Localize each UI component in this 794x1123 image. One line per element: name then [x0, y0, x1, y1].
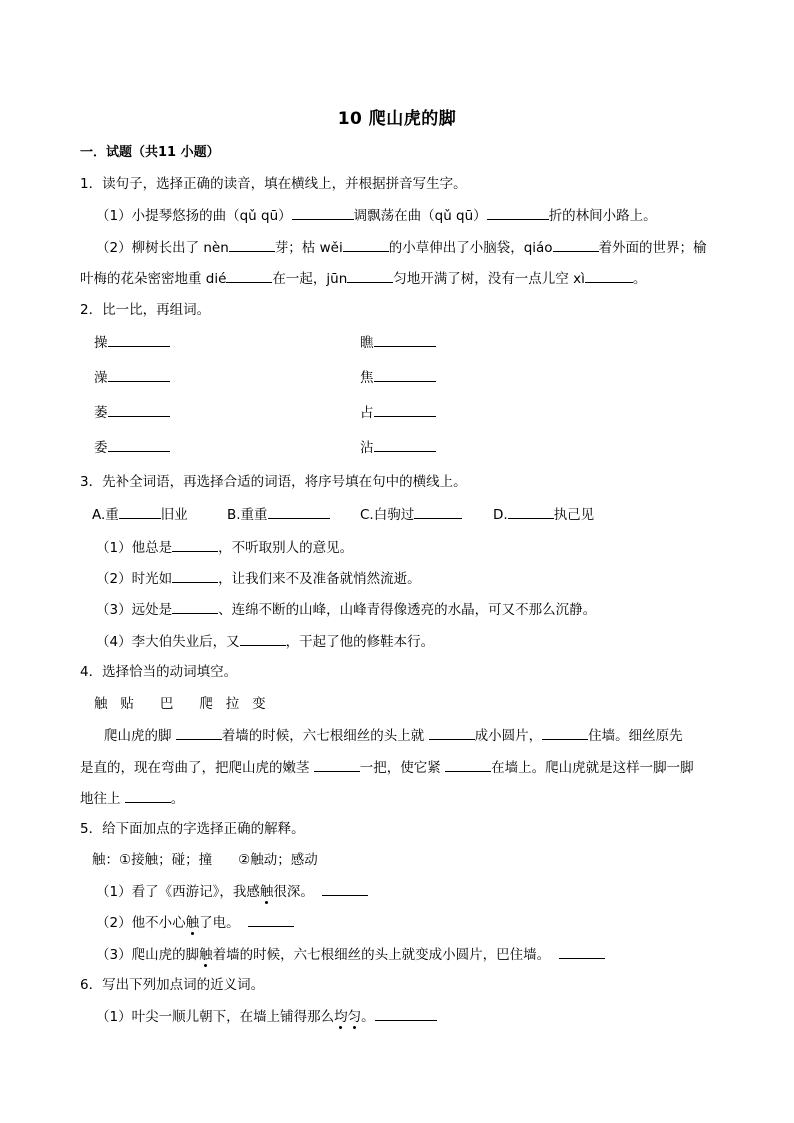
answer-blank[interactable] [542, 725, 588, 740]
answer-blank[interactable] [108, 437, 170, 452]
answer-blank[interactable] [347, 268, 393, 283]
q2-item-left-2 [94, 367, 170, 388]
q2-char: 瞧 [360, 335, 374, 351]
q3-item-3 [96, 599, 596, 620]
answer-blank[interactable] [508, 504, 554, 519]
q4-word: 巴 [159, 696, 174, 712]
q4-paragraph-line-1 [104, 725, 683, 746]
answer-blank[interactable] [229, 237, 275, 252]
answer-blank[interactable] [375, 1006, 437, 1021]
dotted-character: 触 [185, 915, 200, 931]
q5-definitions [92, 850, 318, 870]
q4-word: 爬 [199, 696, 213, 712]
answer-blank[interactable] [172, 537, 218, 552]
q1-s3-part-b: 在一起，jūn [272, 271, 348, 287]
q1-s1-part-a: （1）小提琴悠扬的曲（qǔ qū） [96, 208, 292, 224]
q1-s2-part-c: 的小草伸出了小脑袋，qiáo [388, 240, 553, 256]
answer-blank[interactable] [374, 437, 436, 452]
q4-paragraph-line-3 [80, 788, 184, 809]
q4-text: 在墙上。爬山虎就是这样一脚一脚 [491, 760, 694, 776]
q3-item-1-a: （1）他总是 [96, 540, 173, 556]
answer-blank[interactable] [314, 757, 360, 772]
q4-word: 拉 [225, 696, 240, 712]
q5-text: （2）他不小心 [96, 915, 186, 931]
q6-text: （1）叶尖一顺儿朝下，在墙上铺得那么 [96, 1009, 335, 1025]
answer-blank[interactable] [268, 504, 330, 519]
q3-option-d [493, 504, 594, 525]
page-title: 10 爬山虎的脚 [337, 109, 457, 129]
q5-text: （1）看了《西游记》，我感 [96, 884, 260, 900]
dotted-character: 均 [334, 1009, 348, 1025]
q4-text: 着墙的时候，六七根细丝的头上就 [221, 728, 429, 744]
q3-item-4-b: ，干起了他的修鞋本行。 [285, 634, 435, 650]
answer-blank[interactable] [559, 944, 605, 959]
q5-stem: 5．给下面加点的字选择正确的解释。 [80, 821, 305, 837]
q2-item-right-4 [360, 437, 436, 458]
q4-text: 住墙。细丝原先 [588, 728, 683, 744]
q1-stem: 1．读句子，选择正确的读音，填在横线上，并根据拼音写生字。 [80, 176, 467, 192]
q3-stem: 3．先补全词语，再选择合适的词语，将序号填在句中的横线上。 [80, 474, 467, 490]
answer-blank[interactable] [125, 788, 171, 803]
q5-item-1 [96, 881, 368, 902]
q3-option-a-suffix: 旧业 [160, 507, 188, 523]
q3-option-c [360, 504, 462, 525]
answer-blank[interactable] [108, 367, 170, 382]
q4-word-bank [94, 694, 266, 714]
q3-option-b-text: B.重重 [227, 507, 268, 523]
answer-blank[interactable] [374, 367, 436, 382]
q2-item-left-1 [94, 332, 170, 353]
q3-option-d-prefix: D. [493, 507, 508, 523]
answer-blank[interactable] [119, 504, 161, 519]
answer-blank[interactable] [343, 237, 389, 252]
q3-item-3-a: （3）远处是 [96, 602, 173, 618]
answer-blank[interactable] [176, 725, 222, 740]
q1-s2-part-a: （2）柳树长出了 nèn [96, 240, 229, 256]
q1-s1-part-b: 调飘荡在曲（qǔ qū） [353, 208, 487, 224]
q4-text: 成小圆片， [474, 728, 543, 744]
q2-item-left-4 [94, 437, 170, 458]
q6-text: 。 [361, 1009, 375, 1025]
q2-char: 澡 [94, 370, 108, 386]
q1-s2-part-d: 着外面的世界；榆 [598, 240, 707, 256]
answer-blank[interactable] [108, 402, 170, 417]
dotted-character: 触 [199, 947, 213, 963]
q6-item-1 [96, 1006, 437, 1027]
q3-item-4 [96, 631, 434, 652]
q1-s1-part-c: 折的林间小路上。 [548, 208, 657, 224]
section-heading: 一．试题（共11 小题） [80, 145, 220, 160]
q2-item-left-3 [94, 402, 170, 423]
answer-blank[interactable] [414, 504, 462, 519]
q2-char: 委 [94, 440, 108, 456]
q4-text: 是直的，现在弯曲了，把爬山虎的嫩茎 [80, 760, 314, 776]
q5-definition-1: 触：①接触；碰；撞 [92, 852, 213, 868]
dotted-character: 匀 [347, 1009, 362, 1025]
q3-option-b [227, 504, 330, 525]
answer-blank[interactable] [553, 237, 599, 252]
q5-text: 很深。 [273, 884, 314, 900]
q3-item-2-b: ，让我们来不及准备就悄然流逝。 [218, 571, 421, 587]
answer-blank[interactable] [429, 725, 475, 740]
q3-item-4-a: （4）李大伯失业后，又 [96, 634, 240, 650]
q4-text: 。 [170, 791, 185, 807]
q2-item-right-1 [360, 332, 436, 353]
answer-blank[interactable] [108, 332, 170, 347]
q2-item-right-3 [360, 402, 436, 423]
dotted-character: 触 [259, 884, 274, 900]
q2-char: 操 [94, 335, 108, 351]
q5-definition-2: ②触动；感动 [238, 852, 318, 868]
q4-word: 贴 [120, 696, 134, 712]
q1-s3-part-c: 匀地开满了树，没有一点儿空 xì [393, 271, 585, 287]
q1-s3-part-a: 叶梅的花朵密密地重 dié [80, 271, 227, 287]
q4-paragraph-line-2 [80, 757, 694, 778]
q2-char: 焦 [360, 370, 374, 386]
q5-text: （3）爬山虎的脚 [96, 947, 200, 963]
q4-text: 爬山虎的脚 [104, 728, 176, 744]
answer-blank[interactable] [248, 912, 294, 927]
q3-item-2-a: （2）时光如 [96, 571, 173, 587]
answer-blank[interactable] [292, 205, 354, 220]
q3-item-3-b: 、连绵不断的山峰，山峰青得像透亮的水晶，可又不那么沉静。 [218, 602, 597, 618]
answer-blank[interactable] [445, 757, 491, 772]
q6-stem: 6．写出下列加点词的近义词。 [80, 977, 265, 993]
answer-blank[interactable] [226, 268, 272, 283]
q1-s3-part-d: 。 [632, 271, 647, 287]
q4-word: 变 [252, 696, 266, 712]
q3-item-1-b: ，不听取别人的意见。 [218, 540, 354, 556]
q3-item-2 [96, 568, 421, 589]
q2-item-right-2 [360, 367, 436, 388]
q3-option-c-text: C.白驹过 [360, 507, 415, 523]
q5-text: 了电。 [199, 915, 240, 931]
q3-option-d-suffix: 执己见 [553, 507, 595, 523]
q4-stem: 4．选择恰当的动词填空。 [80, 664, 238, 680]
q5-item-3 [96, 944, 605, 965]
q2-char: 沾 [360, 440, 374, 456]
answer-blank[interactable] [374, 332, 436, 347]
answer-blank[interactable] [374, 402, 436, 417]
q1-sentence-1 [96, 205, 657, 226]
answer-blank[interactable] [172, 568, 218, 583]
q2-char: 占 [360, 405, 374, 421]
q1-sentence-3 [80, 268, 646, 289]
answer-blank[interactable] [172, 599, 218, 614]
q4-text: 地往上 [80, 791, 125, 807]
answer-blank[interactable] [487, 205, 549, 220]
q1-sentence-2 [96, 237, 707, 258]
answer-blank[interactable] [240, 631, 286, 646]
q4-text: 一把，使它紧 [359, 760, 446, 776]
q5-text: 着墙的时候，六七根细丝的头上就变成小圆片，巴住墙。 [212, 947, 551, 963]
q4-word: 触 [94, 696, 108, 712]
q3-option-a-prefix: A.重 [92, 507, 119, 523]
q2-stem: 2．比一比，再组词。 [80, 302, 211, 318]
q3-option-a [92, 504, 188, 525]
answer-blank[interactable] [585, 268, 633, 283]
q5-item-2 [96, 912, 294, 933]
answer-blank[interactable] [322, 881, 368, 896]
q1-s2-part-b: 芽；枯 wěi [274, 240, 343, 256]
q3-item-1 [96, 537, 353, 558]
q2-char: 萎 [94, 405, 108, 421]
